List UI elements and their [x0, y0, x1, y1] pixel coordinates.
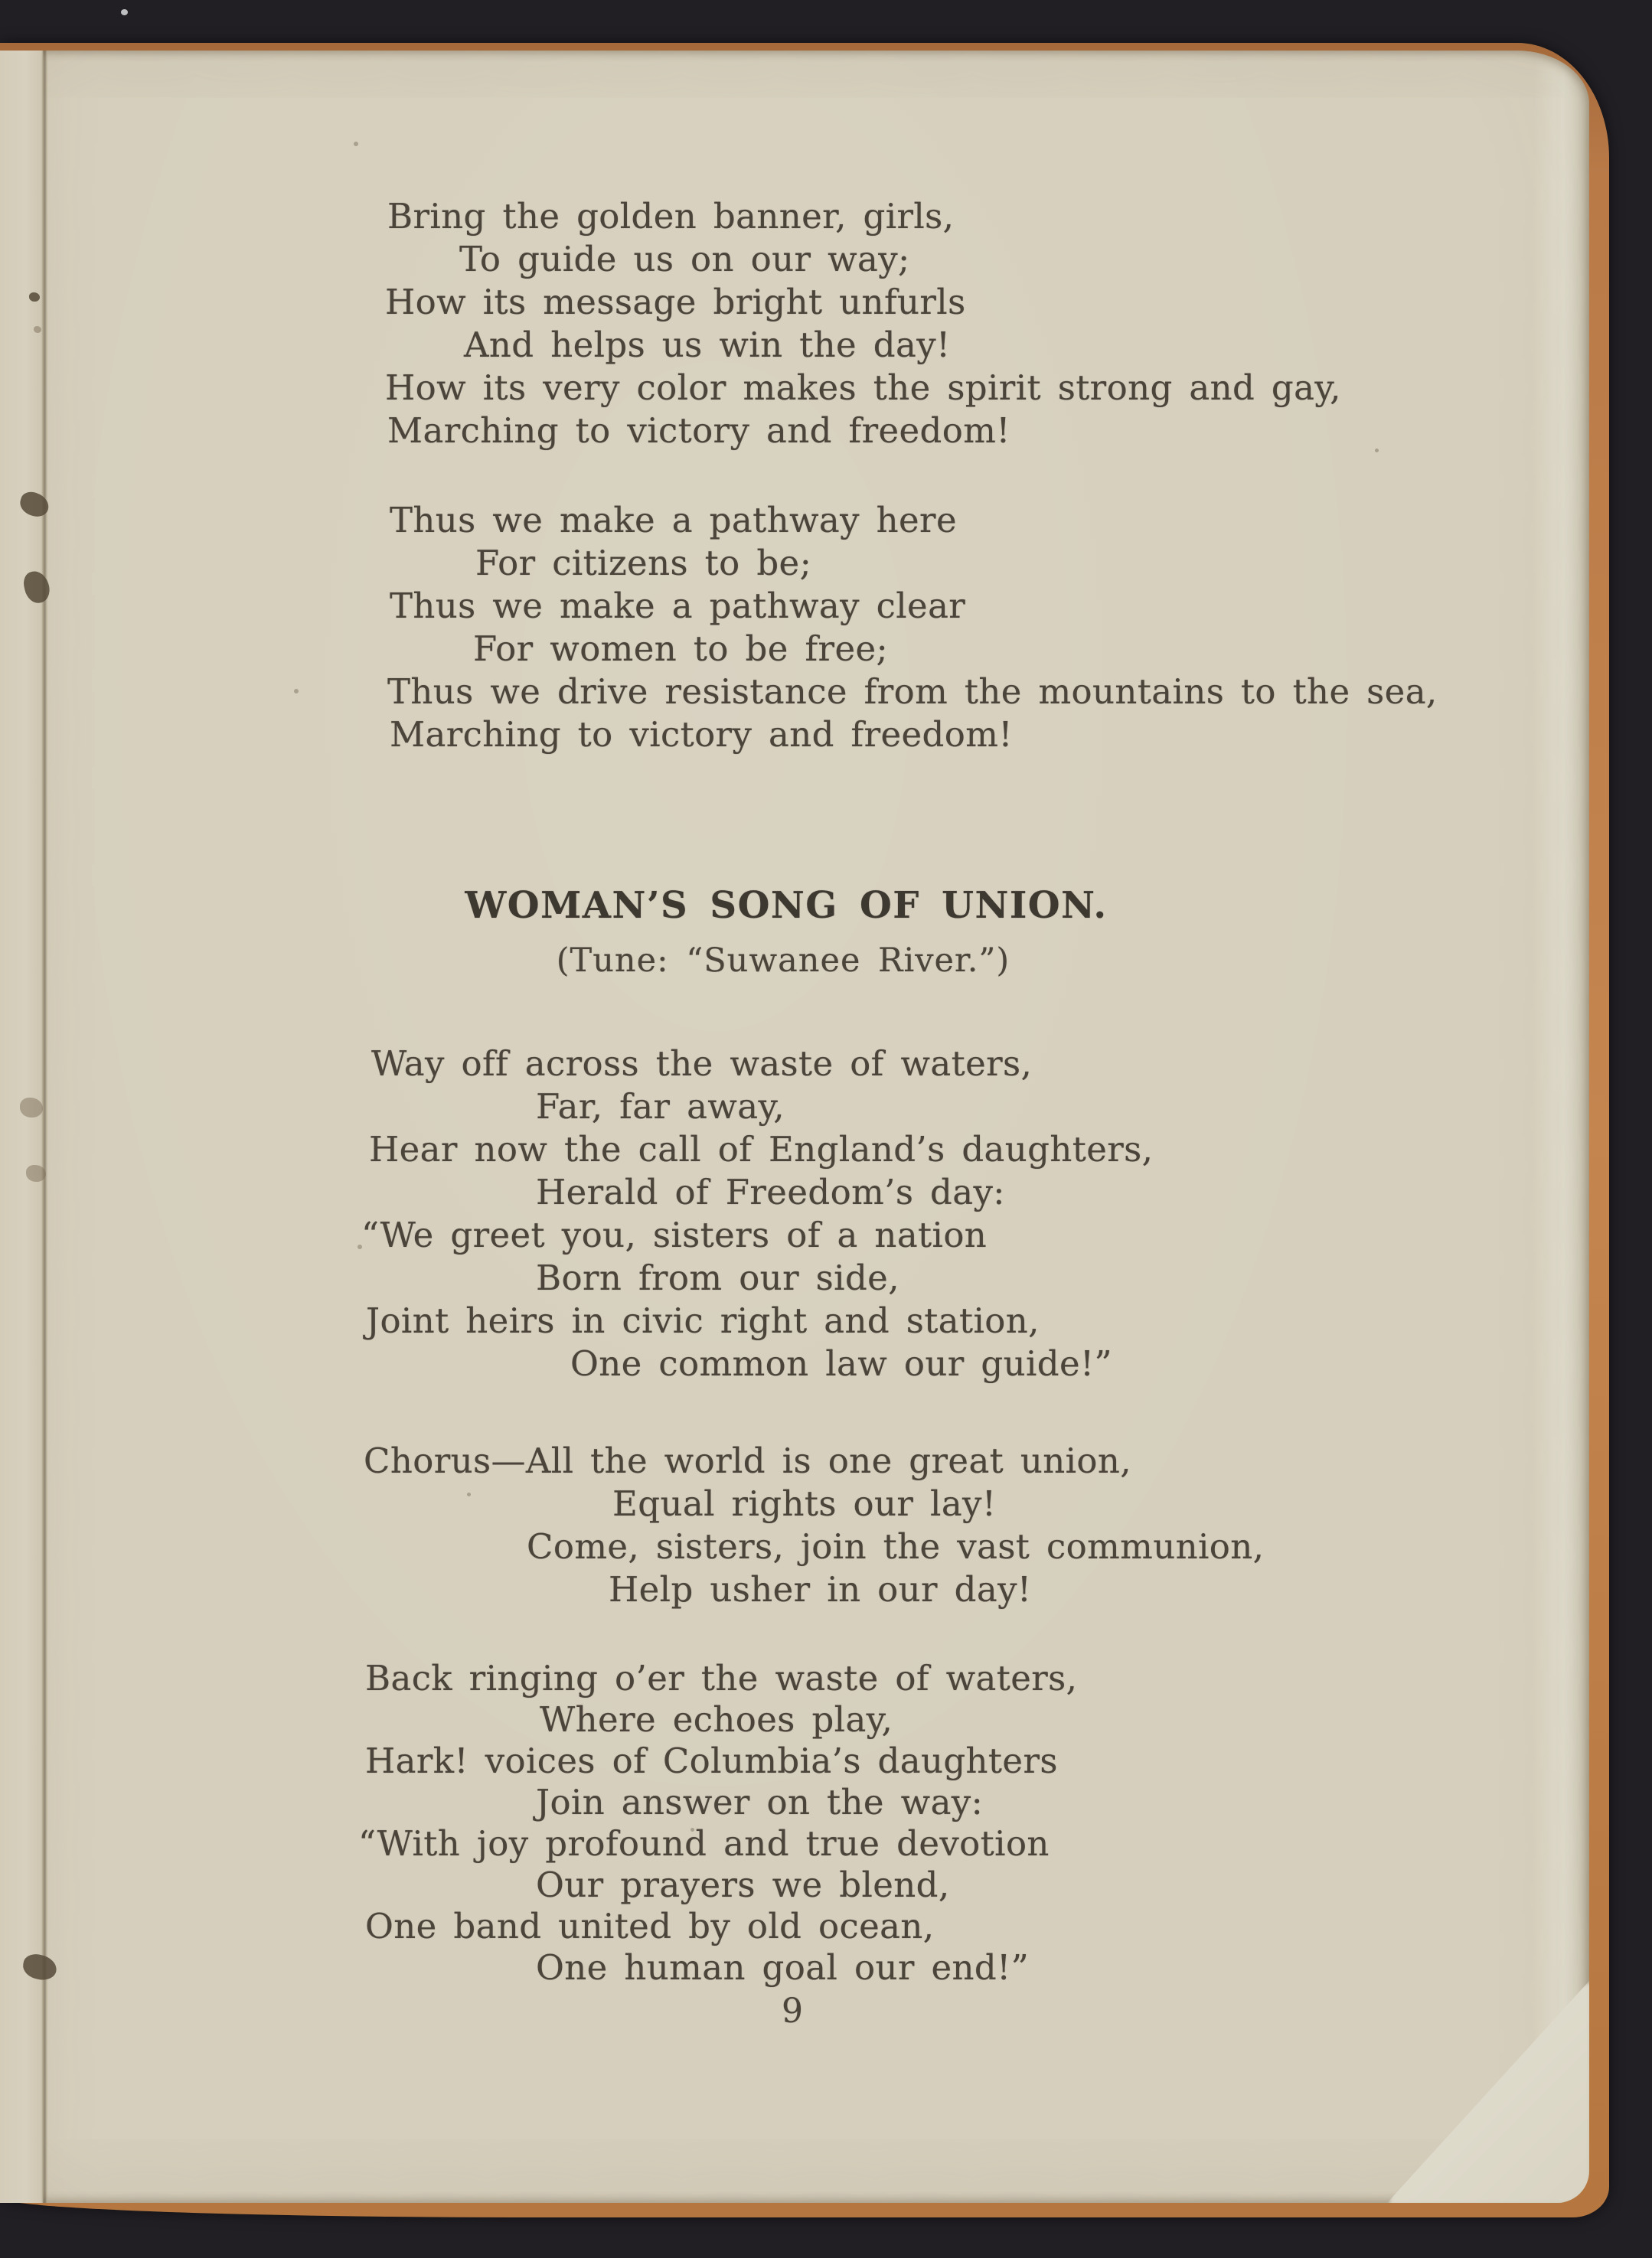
poem-line: How its very color makes the spirit strong and gay, [385, 367, 1341, 408]
dust-speck [294, 689, 299, 693]
poem-line: For citizens to be; [475, 543, 812, 583]
song-tune: (Tune: “Suwanee River.”) [556, 941, 1010, 980]
poem-line: “We greet you, sisters of a nation [361, 1215, 988, 1255]
poem-line: For women to be free; [473, 628, 889, 669]
poem-line: Thus we make a pathway clear [390, 586, 966, 626]
poem-line: Equal rights our lay! [612, 1483, 997, 1524]
poem-line: Our prayers we blend, [536, 1865, 950, 1905]
poem-line: And helps us win the day! [464, 325, 951, 365]
binding-mark [20, 1098, 43, 1118]
poem-line: Thus we drive resistance from the mountains to the sea, [387, 671, 1438, 712]
poem-line: Born from our side, [536, 1258, 899, 1298]
corner-fold [1387, 1981, 1589, 2203]
poem-line: Chorus—All the world is one great union, [364, 1441, 1131, 1481]
poem-line: Herald of Freedom’s day: [536, 1172, 1005, 1212]
dust-speck [467, 1493, 471, 1496]
binding-mark [29, 292, 40, 302]
binding-mark [26, 1165, 46, 1182]
binding-gutter [0, 51, 43, 2203]
poem-line: Come, sisters, join the vast communion, [527, 1526, 1265, 1567]
poem-line: How its message bright unfurls [385, 282, 966, 322]
poem-line: Back ringing o’er the waste of waters, [365, 1658, 1078, 1698]
poem-line: Help usher in our day! [609, 1569, 1032, 1610]
dust-speck [121, 9, 128, 15]
song-title: WOMAN’S SONG OF UNION. [465, 884, 1108, 927]
poem-line: Marching to victory and freedom! [390, 714, 1013, 755]
poem-line: To guide us on our way; [459, 239, 910, 279]
binding-crease [41, 51, 48, 2203]
poem-line: “With joy profound and true devotion [358, 1823, 1050, 1864]
poem-line: Bring the golden banner, girls, [387, 196, 955, 237]
poem-line: Way off across the waste of waters, [371, 1043, 1033, 1084]
poem-line: Where echoes play, [540, 1699, 893, 1740]
poem-line: Far, far away, [536, 1086, 785, 1127]
poem-line: One common law our guide!” [570, 1343, 1112, 1384]
dust-speck [1375, 449, 1379, 452]
poem-line: Join answer on the way: [536, 1782, 984, 1822]
poem-line: Joint heirs in civic right and station, [366, 1300, 1040, 1341]
page-number: 9 [782, 1992, 803, 2031]
poem-line: One human goal our end!” [536, 1947, 1029, 1988]
dust-speck [354, 142, 358, 146]
book-page [0, 51, 1589, 2203]
poem-line: Hear now the call of England’s daughters, [369, 1129, 1154, 1170]
poem-line: Marching to victory and freedom! [387, 410, 1010, 451]
poem-line: Hark! voices of Columbia’s daughters [365, 1741, 1058, 1781]
poem-line: Thus we make a pathway here [390, 500, 957, 540]
poem-line: One band united by old ocean, [365, 1906, 935, 1946]
binding-mark [34, 326, 41, 333]
